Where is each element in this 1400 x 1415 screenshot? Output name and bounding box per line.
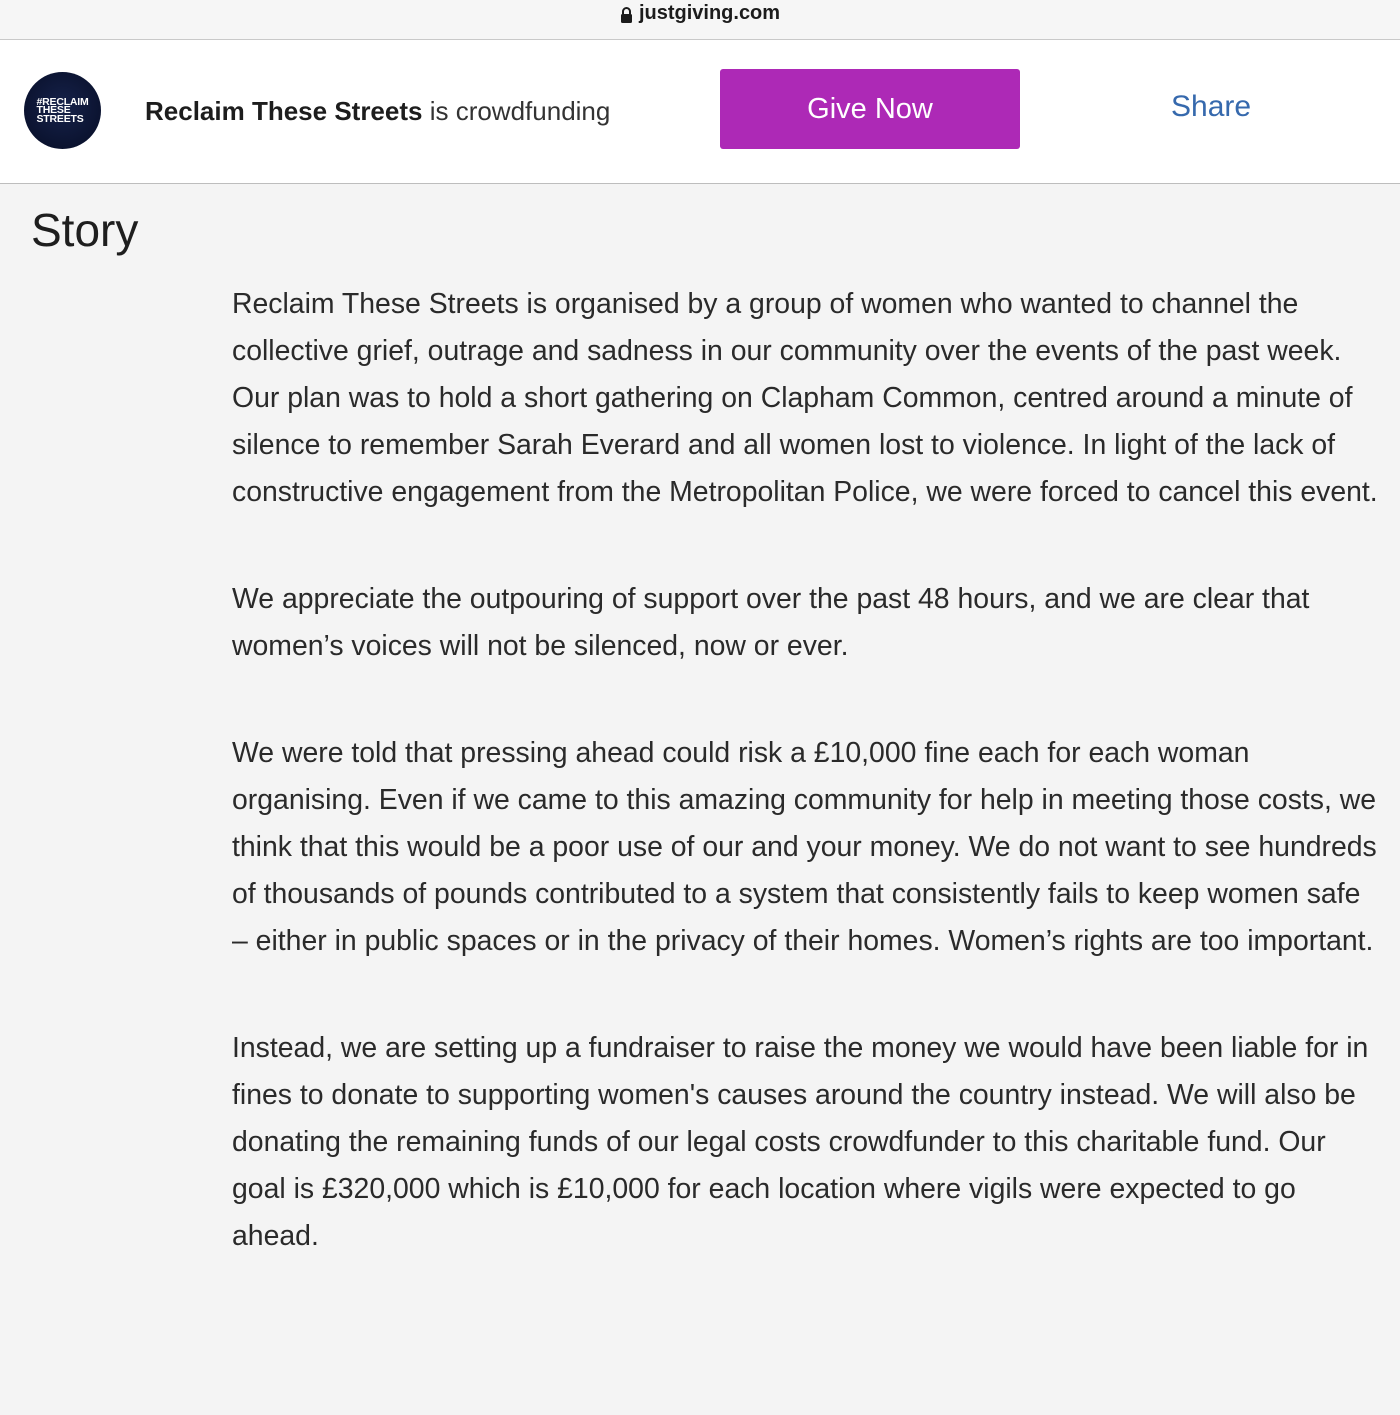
org-suffix: is crowdfunding xyxy=(422,96,611,126)
campaign-header xyxy=(0,40,1400,184)
story-heading: Story xyxy=(31,204,139,256)
story-paragraph-2: We appreciate the outpouring of support over the past 48 hours, and we are clear that women’s voices will not be silenced, now or ever. xyxy=(232,583,1310,662)
url-text: justgiving.com xyxy=(638,2,781,24)
crowdfunding-line xyxy=(145,96,610,127)
story-paragraph-4: Instead, we are setting up a fundraiser to raise the money we would have been liable for in fines to donate to supporting women's causes around the country instead. We will also be donating the remaining funds of our legal costs crowdfunder to this charitable fund. Our goal is £320,000 which is £10,000 for each location where vigils were expected to go ahead. xyxy=(232,1032,1369,1252)
avatar-logo-text xyxy=(33,95,93,125)
browser-url-bar[interactable] xyxy=(0,0,1400,40)
give-now-button[interactable]: Give Now xyxy=(720,69,1020,149)
story-paragraph-1: Reclaim These Streets is organised by a group of women who wanted to channel the collective grief, outrage and sadness in our community over the events of the past week. Our plan was to hold a short gathering on Clapham Common, centred around a minute of silence to remember Sarah Everard and all women lost to violence. In light of the lack of constructive engagement from the Metropolitan Police, we were forced to cancel this event. xyxy=(232,288,1378,508)
avatar[interactable] xyxy=(24,72,101,149)
url-display[interactable] xyxy=(620,2,780,25)
avatar-line-1: #RECLAIM xyxy=(36,95,89,108)
avatar-line-2: THESE xyxy=(36,104,71,117)
org-name[interactable]: Reclaim These Streets xyxy=(145,96,423,126)
story-body xyxy=(232,281,1382,1320)
share-button[interactable]: Share xyxy=(1171,90,1252,123)
avatar-line-3: STREETS xyxy=(36,112,84,125)
lock-icon xyxy=(620,6,633,24)
story-paragraph-3: We were told that pressing ahead could risk a £10,000 fine each for each woman organising. Even if we came to this amazing community for help in meeting those costs, we think that this would be a poor use of our and your money. We do not want to see hundreds of thousands of pounds contributed to a system that consistently fails to keep women safe – either in public spaces or in the privacy of their homes. Women’s rights are too important. xyxy=(232,737,1377,957)
